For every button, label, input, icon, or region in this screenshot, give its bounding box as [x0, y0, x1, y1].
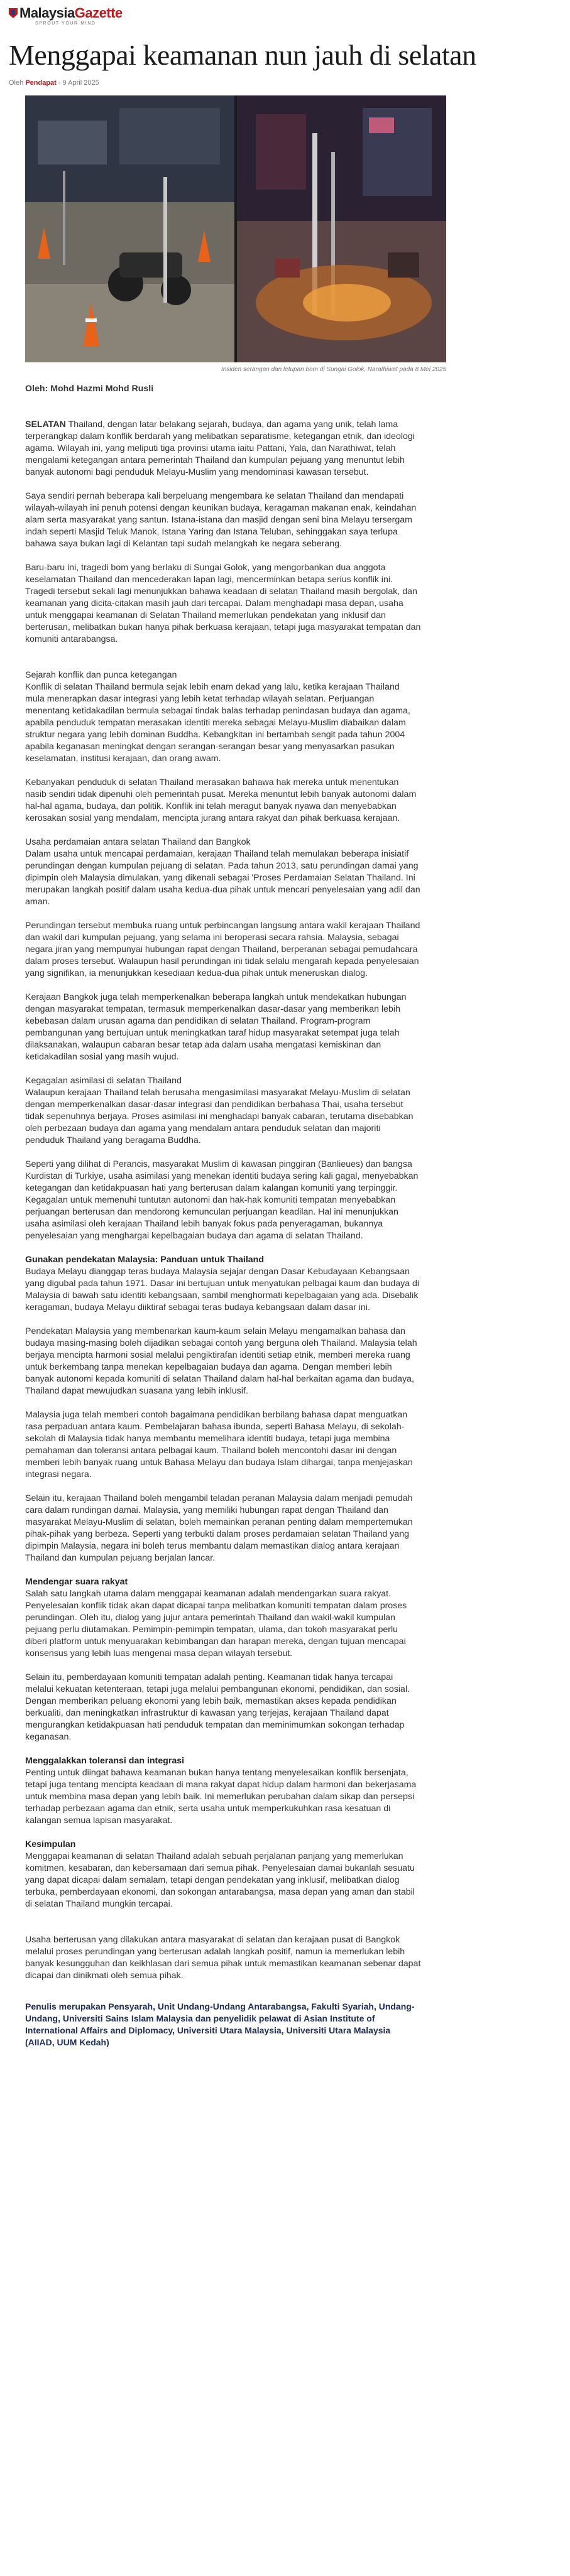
photo-right-illustration — [237, 95, 446, 362]
section-heading-kegagalan-asimilasi: Kegagalan asimilasi di selatan Thailand — [25, 1076, 182, 1086]
section-heading-sejarah: Sejarah konflik dan punca ketegangan — [25, 670, 177, 680]
site-header — [0, 0, 570, 25]
logo-shield-icon — [9, 8, 18, 18]
body-paragraph: Kerajaan Bangkok juga telah memperkenalkan beberapa langkah untuk mendekatkan hubungan dengan masyarakat tempatan, termasuk memperkenalkan dasar-dasar yang memberikan lebih kebebasan dalam urusan agama dan pendidikan di selatan Thailand. Program-program pembangunan yang bertujuan untuk meningkatkan taraf hidup masyarakat setempat juga telah dilaksanakan, walaupun cabaran besar tetap ada dalam usaha mengatasi kemiskinan dan ketidakadilan sosial yang masih wujud. — [25, 992, 407, 1062]
section-heading-usaha-perdamaian: Usaha perdamaian antara selatan Thailand dan Bangkok — [25, 837, 251, 847]
lead-paragraph — [25, 419, 421, 479]
photo-caption: Insiden serangan dan letupan bom di Sungai Golok, Narathiwat pada 8 Mei 2025 — [221, 366, 446, 373]
dateline: SELATAN — [25, 419, 66, 430]
site-logo[interactable] — [9, 6, 123, 26]
article-body — [0, 373, 421, 2048]
body-paragraph: Penting untuk diingat bahawa keamanan bukan hanya tentang menyelesaikan konflik bersenjata, tetapi juga tentang mencipta keadaan di mana rakyat dapat hidup dalam harmoni dan bekerjasama untuk membina masa depan yang lebih baik. Ini memerlukan perubahan dalam sikap dan persepsi terhadap perbezaan agama dan etnik, serta usaha untuk memperkukuhkan rasa kesatuan di kalangan semua lapisan masyarakat. — [25, 1768, 417, 1826]
lead-text: Thailand, dengan latar belakang sejarah, budaya, dan agama yang unik, telah lama terperangkap dalam konflik berdarah yang melibatkan separatisme, ketegangan etnik, dan ideologi agama. Wilayah ini, yang meliputi tiga provinsi utama iaitu Pattani, Yala, dan Narathiwat, telah mengalami ketegangan antara pemerintah Thailand dan kumpulan pejuang yang menuntut lebih banyak autonomi bagi penduduk Melayu-Muslim yang mendominasi kawasan tersebut. — [25, 419, 415, 477]
article-title: Menggapai keamanan nun jauh di selatan — [9, 39, 476, 71]
body-paragraph: Saya sendiri pernah beberapa kali berpeluang mengembara ke selatan Thailand dan mendapati wilayah-wilayah ini penuh potensi dengan keunikan budaya, keragaman makanan enak, keindahan alam serta masyarakat yang santun. Istana-istana dan masjid dengan seni bina Melayu tersergam indah seperti Masjid Teluk Manok, Istana Yaring dan Istana Teluban, sehinggakan saya terlupa bahawa saya bukan lagi di Kelantan tapi sudah melangkah ke negara seberang. — [25, 491, 417, 549]
body-paragraph: Baru-baru ini, tragedi bom yang berlaku di Sungai Golok, yang mengorbankan dua anggota keselamatan Thailand dan mencederakan lapan lagi, mencerminkan betapa serius konflik ini. Tragedi tersebut sekali lagi menunjukkan bahawa keadaan di selatan Thailand masih bergolak, dan keamanan yang dicita-citakan masih jauh dari tercapai. Dalam menghadapi masa depan, usaha untuk menggapai keamanan di Selatan Thailand memerlukan pendekatan yang inklusif dan berterusan, melibatkan bukan hanya pihak berkuasa kerajaan, tetapi juga masyarakat tempatan dan komuniti antarabangsa. — [25, 563, 421, 644]
photo-bomb-site-night — [237, 95, 446, 362]
body-paragraph: Kebanyakan penduduk di selatan Thailand merasakan bahawa hak mereka untuk menentukan nasib sendiri tidak dipenuhi oleh pemerintah pusat. Mereka menuntut lebih banyak autonomi dalam hal-hal agama, budaya, dan politik. Konflik ini telah meragut banyak nyawa dan menyebabkan kerosakan sosial yang mendalam, mencipta jurang antara rakyat dan pihak berkuasa kerajaan. — [25, 777, 417, 823]
body-paragraph: Perundingan tersebut membuka ruang untuk perbincangan langsung antara wakil kerajaan Thailand dan wakil dari kumpulan pejuang, yang selama ini beroperasi secara rahsia. Malaysia, sebagai negara jiran yang mempunyai hubungan rapat dengan Thailand, berperanan sebagai pemudahcara dalam proses tersebut. Walaupun hasil perundingan ini tidak selalu mengarah kepada penyelesaian yang signifikan, ia menunjukkan kesediaan kedua-dua pihak untuk meneruskan dialog. — [25, 921, 420, 978]
article-figure — [25, 95, 446, 373]
publish-date: - 9 April 2025 — [58, 79, 99, 87]
body-paragraph: Konflik di selatan Thailand bermula sejak lebih enam dekad yang lalu, ketika kerajaan Thailand mula menerapkan dasar integrasi yang lebih ketat terhadap wilayah selatan. Perjuangan menentang ketidakadilan bermula sebagai tindak balas terhadap penindasan budaya dan agama, apabila penduduk tempatan merasakan identiti mereka sebagai Melayu-Muslim diabaikan dalam struktur negara yang lebih dominan Buddha. Kebangkitan ini bertambah sengit pada tahun 2004 apabila keganasan meningkat dengan serangan-serangan besar yang menyasarkan pasukan keselamatan, institusi kerajaan, dan orang awam. — [25, 682, 410, 764]
author-note: Penulis merupakan Pensyarah, Unit Undang-Undang Antarabangsa, Fakulti Syariah, Undang-Undang, Universiti Sains Islam Malaysia dan penyelidik pelawat di Asian Institute of International Affairs and Diplomacy, Universiti Utara Malaysia, Universiti Utara Malaysia (AIIAD, UUM Kedah) — [25, 2001, 415, 2047]
body-paragraph: Menggapai keamanan di selatan Thailand adalah sebuah perjalanan panjang yang memerlukan komitmen, kesabaran, dan kebersamaan dari semua pihak. Penyelesaian damai bukanlah sesuatu yang dapat dicapai dalam semalam, tetapi dengan pendekatan yang inklusif, melibatkan dialog terbuka, pemberdayaan ekonomi, dan sokongan antarabangsa, masa depan yang aman dan stabil di selatan Thailand mungkin tercapai. — [25, 1851, 415, 1909]
article-photos — [25, 95, 446, 362]
body-paragraph: Walaupun kerajaan Thailand telah berusaha mengasimilasi masyarakat Melayu-Muslim di selatan dengan memperkenalkan dasar-dasar integrasi dan pendidikan berbahasa Thai, usaha tersebut tidak sepenuhnya berjaya. Proses asimilasi ini menghadapi banyak cabaran, terutama disebabkan oleh perbezaan budaya dan agama yang mendalam antara penduduk selatan dan majoriti penduduk Thailand yang beragama Buddha. — [25, 1088, 414, 1145]
meta-prefix: Oleh — [9, 79, 24, 87]
photo-bomb-site-day — [25, 95, 234, 362]
body-paragraph: Seperti yang dilihat di Perancis, masyarakat Muslim di kawasan pinggiran (Banlieues) dan bangsa Kurdistan di Turkiye, usaha asimilasi yang menekan identiti budaya sering kali gagal, menyebabkan ketegangan dan ketidakpuasan hati yang berterusan dalam kalangan komuniti yang terpinggir. Kegagalan untuk memenuhi tuntutan autonomi dan hak-hak komuniti tempatan menyebabkan perjuangan berterusan dan mendorong kemunculan perjuangan keadilan. Hal ini menunjukkan usaha asimilasi oleh kerajaan Thailand lebih banyak fokus pada penyeragaman, bukannya penyelesaian yang menghargai kepelbagaian budaya dan agama di selatan Thailand. — [25, 1159, 419, 1241]
body-paragraph: Selain itu, kerajaan Thailand boleh mengambil teladan peranan Malaysia dalam menjadi pemudah cara dalam rundingan damai. Malaysia, yang memiliki hubungan rapat dengan Thailand dan masyarakat Melayu-Muslim di selatan, boleh memainkan peranan penting dalam mempertemukan pihak-pihak yang berbeza. Seperti yang terbukti dalam proses perdamaian selatan Thailand yang dipimpin Malaysia, negara ini boleh terus membantu dalam memastikan dialog antara kerajaan Thailand dan kumpulan pejuang berjalan lancar. — [25, 1493, 413, 1563]
body-paragraph: Usaha berterusan yang dilakukan antara masyarakat di selatan dan kerajaan pusat di Bangkok melalui proses perundingan yang berterusan adalah langkah positif, namun ia memerlukan lebih banyak kesungguhan dan keikhlasan dari semua pihak untuk memastikan keamanan sebenar dapat dicapai dan dinikmati oleh semua pihak. — [25, 1935, 421, 1981]
section-heading-suara-rakyat: Mendengar suara rakyat — [25, 1577, 128, 1587]
category-link[interactable]: Pendapat — [25, 79, 57, 87]
body-paragraph: Salah satu langkah utama dalam menggapai keamanan adalah mendengarkan suara rakyat. Penyelesaian konflik tidak akan dapat dicapai tanpa melibatkan komuniti tempatan dalam proses perundingan. Oleh itu, dialog yang jujur antara pemerintah Thailand dan wakil-wakil kumpulan pejuang perlu diutamakan. Pemimpin-pemimpin tempatan, ulama, dan tokoh masyarakat perlu diberi platform untuk menyuarakan kebimbangan dan harapan mereka, dengan tujuan mencapai konsensus yang lebih luas mengenai masa depan wilayah tersebut. — [25, 1589, 407, 1659]
section-heading-toleransi: Menggalakkan toleransi dan integrasi — [25, 1756, 185, 1766]
body-paragraph: Budaya Melayu dianggap teras budaya Malaysia sejajar dengan Dasar Kebudayaan Kebangsaan yang digubal pada tahun 1971. Dasar ini bertujuan untuk menyatukan pelbagai kaum dan budaya di Malaysia di bawah satu identiti kebangsaan, sambil menghormati kepelbagaian yang ada. Disebalik keragaman, budaya Melayu diiktiraf sebagai teras budaya kebangsaan dalam dasar ini. — [25, 1267, 420, 1312]
section-heading-pendekatan-malaysia: Gunakan pendekatan Malaysia: Panduan untuk Thailand — [25, 1255, 264, 1265]
photo-left-illustration — [25, 95, 234, 362]
body-paragraph: Malaysia juga telah memberi contoh bagaimana pendidikan berbilang bahasa dapat menguatkan rasa perpaduan antara kaum. Pembelajaran bahasa ibunda, seperti Bahasa Melayu, di sekolah-sekolah di Malaysia tidak hanya membantu memelihara identiti budaya, tetapi juga membina pemahaman dan toleransi antara pelbagai kaum. Thailand boleh mencontohi dasar ini dengan memberi lebih banyak ruang untuk Bahasa Melayu dan budaya Islam dihargai, tanpa menjejaskan integrasi negara. — [25, 1410, 413, 1480]
article-meta — [0, 73, 570, 87]
body-paragraph: Selain itu, pemberdayaan komuniti tempatan adalah penting. Keamanan tidak hanya tercapai melalui kekuatan ketenteraan, tetapi juga melalui pembangunan ekonomi, pendidikan, dan sosial. Dengan memberikan peluang ekonomi yang lebih baik, memastikan akses kepada pendidikan berkualiti, dan meningkatkan infrastruktur di kawasan yang terjejas, kerajaan Thailand dapat mengurangkan ketidakpuasan hati penduduk tempatan dan meminimumkan sokongan terhadap keganasan. — [25, 1672, 410, 1742]
site-tagline: SPROUT YOUR MIND — [35, 21, 96, 26]
body-paragraph: Pendekatan Malaysia yang membenarkan kaum-kaum selain Melayu mengamalkan bahasa dan budaya masing-masing boleh dijadikan sebagai contoh yang berguna oleh Thailand. Malaysia telah berjaya mencipta harmoni sosial melalui pengiktirafan identiti setiap etnik, memberi mereka ruang untuk berkembang tanpa menekan kepelbagaian budaya dan agama. Dengan memberi lebih banyak autonomi kepada komuniti di selatan Thailand dalam hal-hal berkaitan agama dan budaya, Thailand dapat mewujudkan suasana yang lebih inklusif. — [25, 1326, 417, 1396]
logo-text-malaysia: Malaysia — [19, 5, 75, 21]
logo-text-gazette: Gazette — [74, 5, 123, 21]
section-heading-kesimpulan: Kesimpulan — [25, 1839, 76, 1849]
body-paragraph: Dalam usaha untuk mencapai perdamaian, kerajaan Thailand telah memulakan beberapa inisiatif perundingan dengan kumpulan pejuang di selatan. Pada tahun 2013, satu perundingan damai yang dipimpin oleh Malaysia dimulakan, yang dikenali sebagai 'Proses Perdamaian Selatan Thailand. Ini merupakan langkah positif dalam usaha kedua-dua pihak untuk mencari penyelesaian yang adil dan aman. — [25, 849, 420, 907]
author-byline: Oleh: Mohd Hazmi Mohd Rusli — [25, 384, 154, 394]
